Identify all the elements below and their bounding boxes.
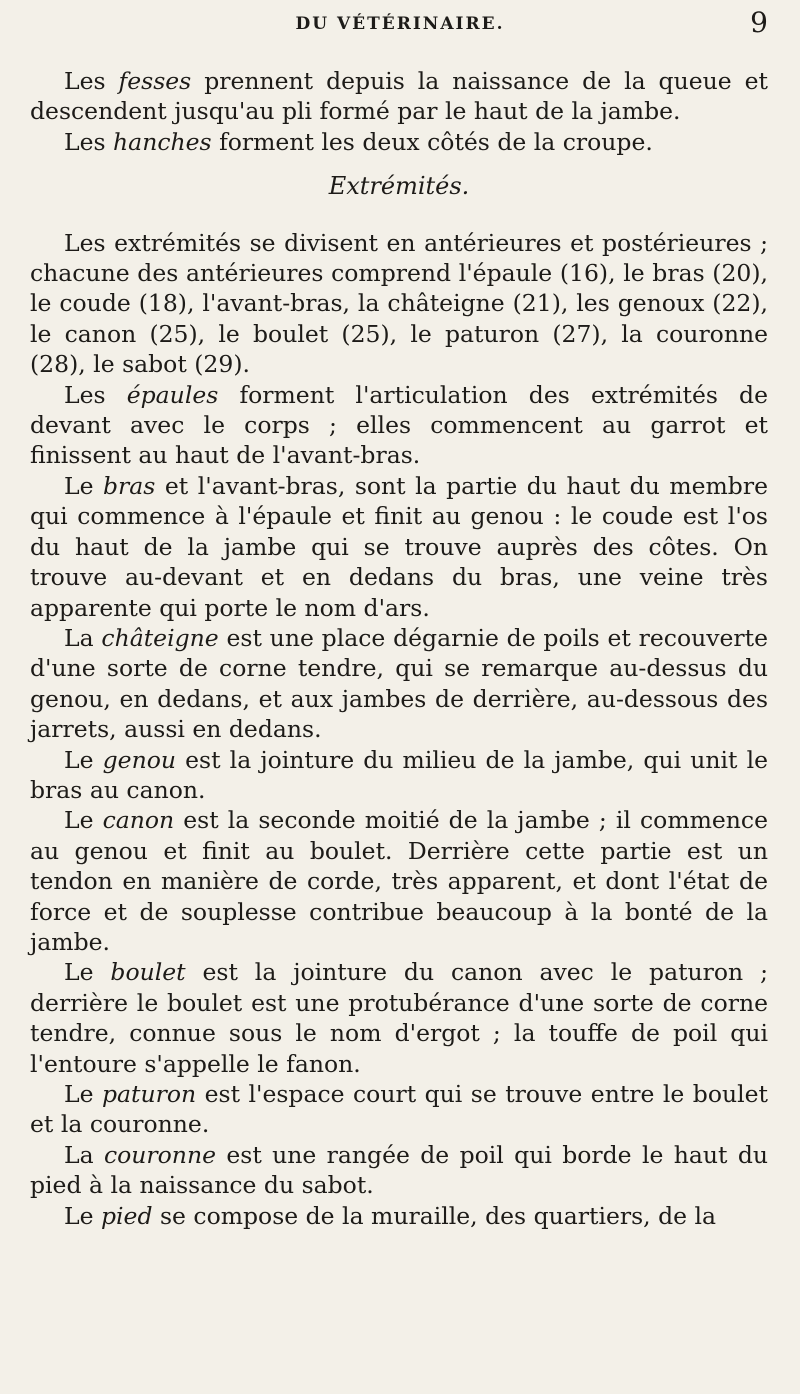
term-pied: pied xyxy=(100,1201,153,1230)
paragraph-couronne: La couronne est une rangée de poil qui borde le haut du pied à la naissance du sabot. xyxy=(30,1140,768,1200)
term-fesses: fesses xyxy=(118,67,192,95)
paragraph-epaules: Les épaules forment l'articulation des extrémités de devant avec le corps ; elles commencent au garrot et finissent au haut de l'avant-bras. xyxy=(30,380,768,470)
term-paturon: paturon xyxy=(101,1080,197,1108)
paragraph-bras: Le bras et l'avant-bras, sont la partie du haut du membre qui commence à l'épaule et finit au genou : le coude est l'os du haut de la jambe qui se trouve auprès des côtes. On trouve au-devant et en dedans du bras, une veine très apparente qui porte le nom d'ars. xyxy=(30,471,768,622)
running-title: DU VÉTÉRINAIRE. xyxy=(295,14,505,34)
paragraph-extremites: Les extrémités se divisent en antérieures et postérieures ; chacune des antérieures comprend l'épaule (16), le bras (20), le coude (18), l'avant-bras, la châteigne (21), les genoux (22), le canon (25), le boulet (25), le paturon (27), la couronne (28), le sabot (29). xyxy=(30,228,768,379)
term-bras: bras xyxy=(103,471,156,500)
section-title: Extrémités. xyxy=(328,172,470,201)
page-header xyxy=(0,4,800,44)
paragraph-genou: Le genou est la jointure du milieu de la jambe, qui unit le bras au canon. xyxy=(30,745,768,804)
term-canon: canon xyxy=(102,806,175,835)
paragraph-canon: Le canon est la seconde moitié de la jambe ; il commence au genou et finit au boulet. Derrière cette partie est un tendon en manière de corde, très apparent, et dont l'état de force et de souplesse contribue beaucoup à la bonté de la jambe. xyxy=(30,806,768,956)
term-boulet: boulet xyxy=(110,958,186,987)
paragraph-pied: Le pied se compose de la muraille, des quartiers, de la xyxy=(64,1201,717,1230)
term-genou: genou xyxy=(102,745,177,774)
paragraph-paturon: Le paturon est l'espace court qui se trouve entre le boulet et la couronne. xyxy=(30,1080,768,1139)
page-number: 9 xyxy=(750,6,768,39)
paragraph-fesses: Les fesses prennent depuis la naissance de la queue et descendent jusqu'au pli formé par le haut de la jambe. xyxy=(30,67,768,126)
paragraph-hanches: Les hanches forment les deux côtés de la croupe. xyxy=(64,127,653,156)
body-text xyxy=(30,66,768,1231)
term-chateigne: châteigne xyxy=(101,623,219,652)
paragraph-chateigne: La châteigne est une place dégarnie de poils et recouverte d'une sorte de corne tendre, qui se remarque au-dessus du genou, en dedans, et aux jambes de derrière, au-dessous des jarrets, aussi en dedans. xyxy=(30,623,768,744)
paragraph-boulet: Le boulet est la jointure du canon avec le paturon ; derrière le boulet est une protubérance d'une sorte de corne tendre, connue sous le nom d'ergot ; la touffe de poil qui l'entoure s'appelle le fanon. xyxy=(30,958,768,1078)
term-epaules: épaules xyxy=(126,380,219,409)
term-couronne: couronne xyxy=(103,1140,216,1169)
term-hanches: hanches xyxy=(113,127,212,156)
